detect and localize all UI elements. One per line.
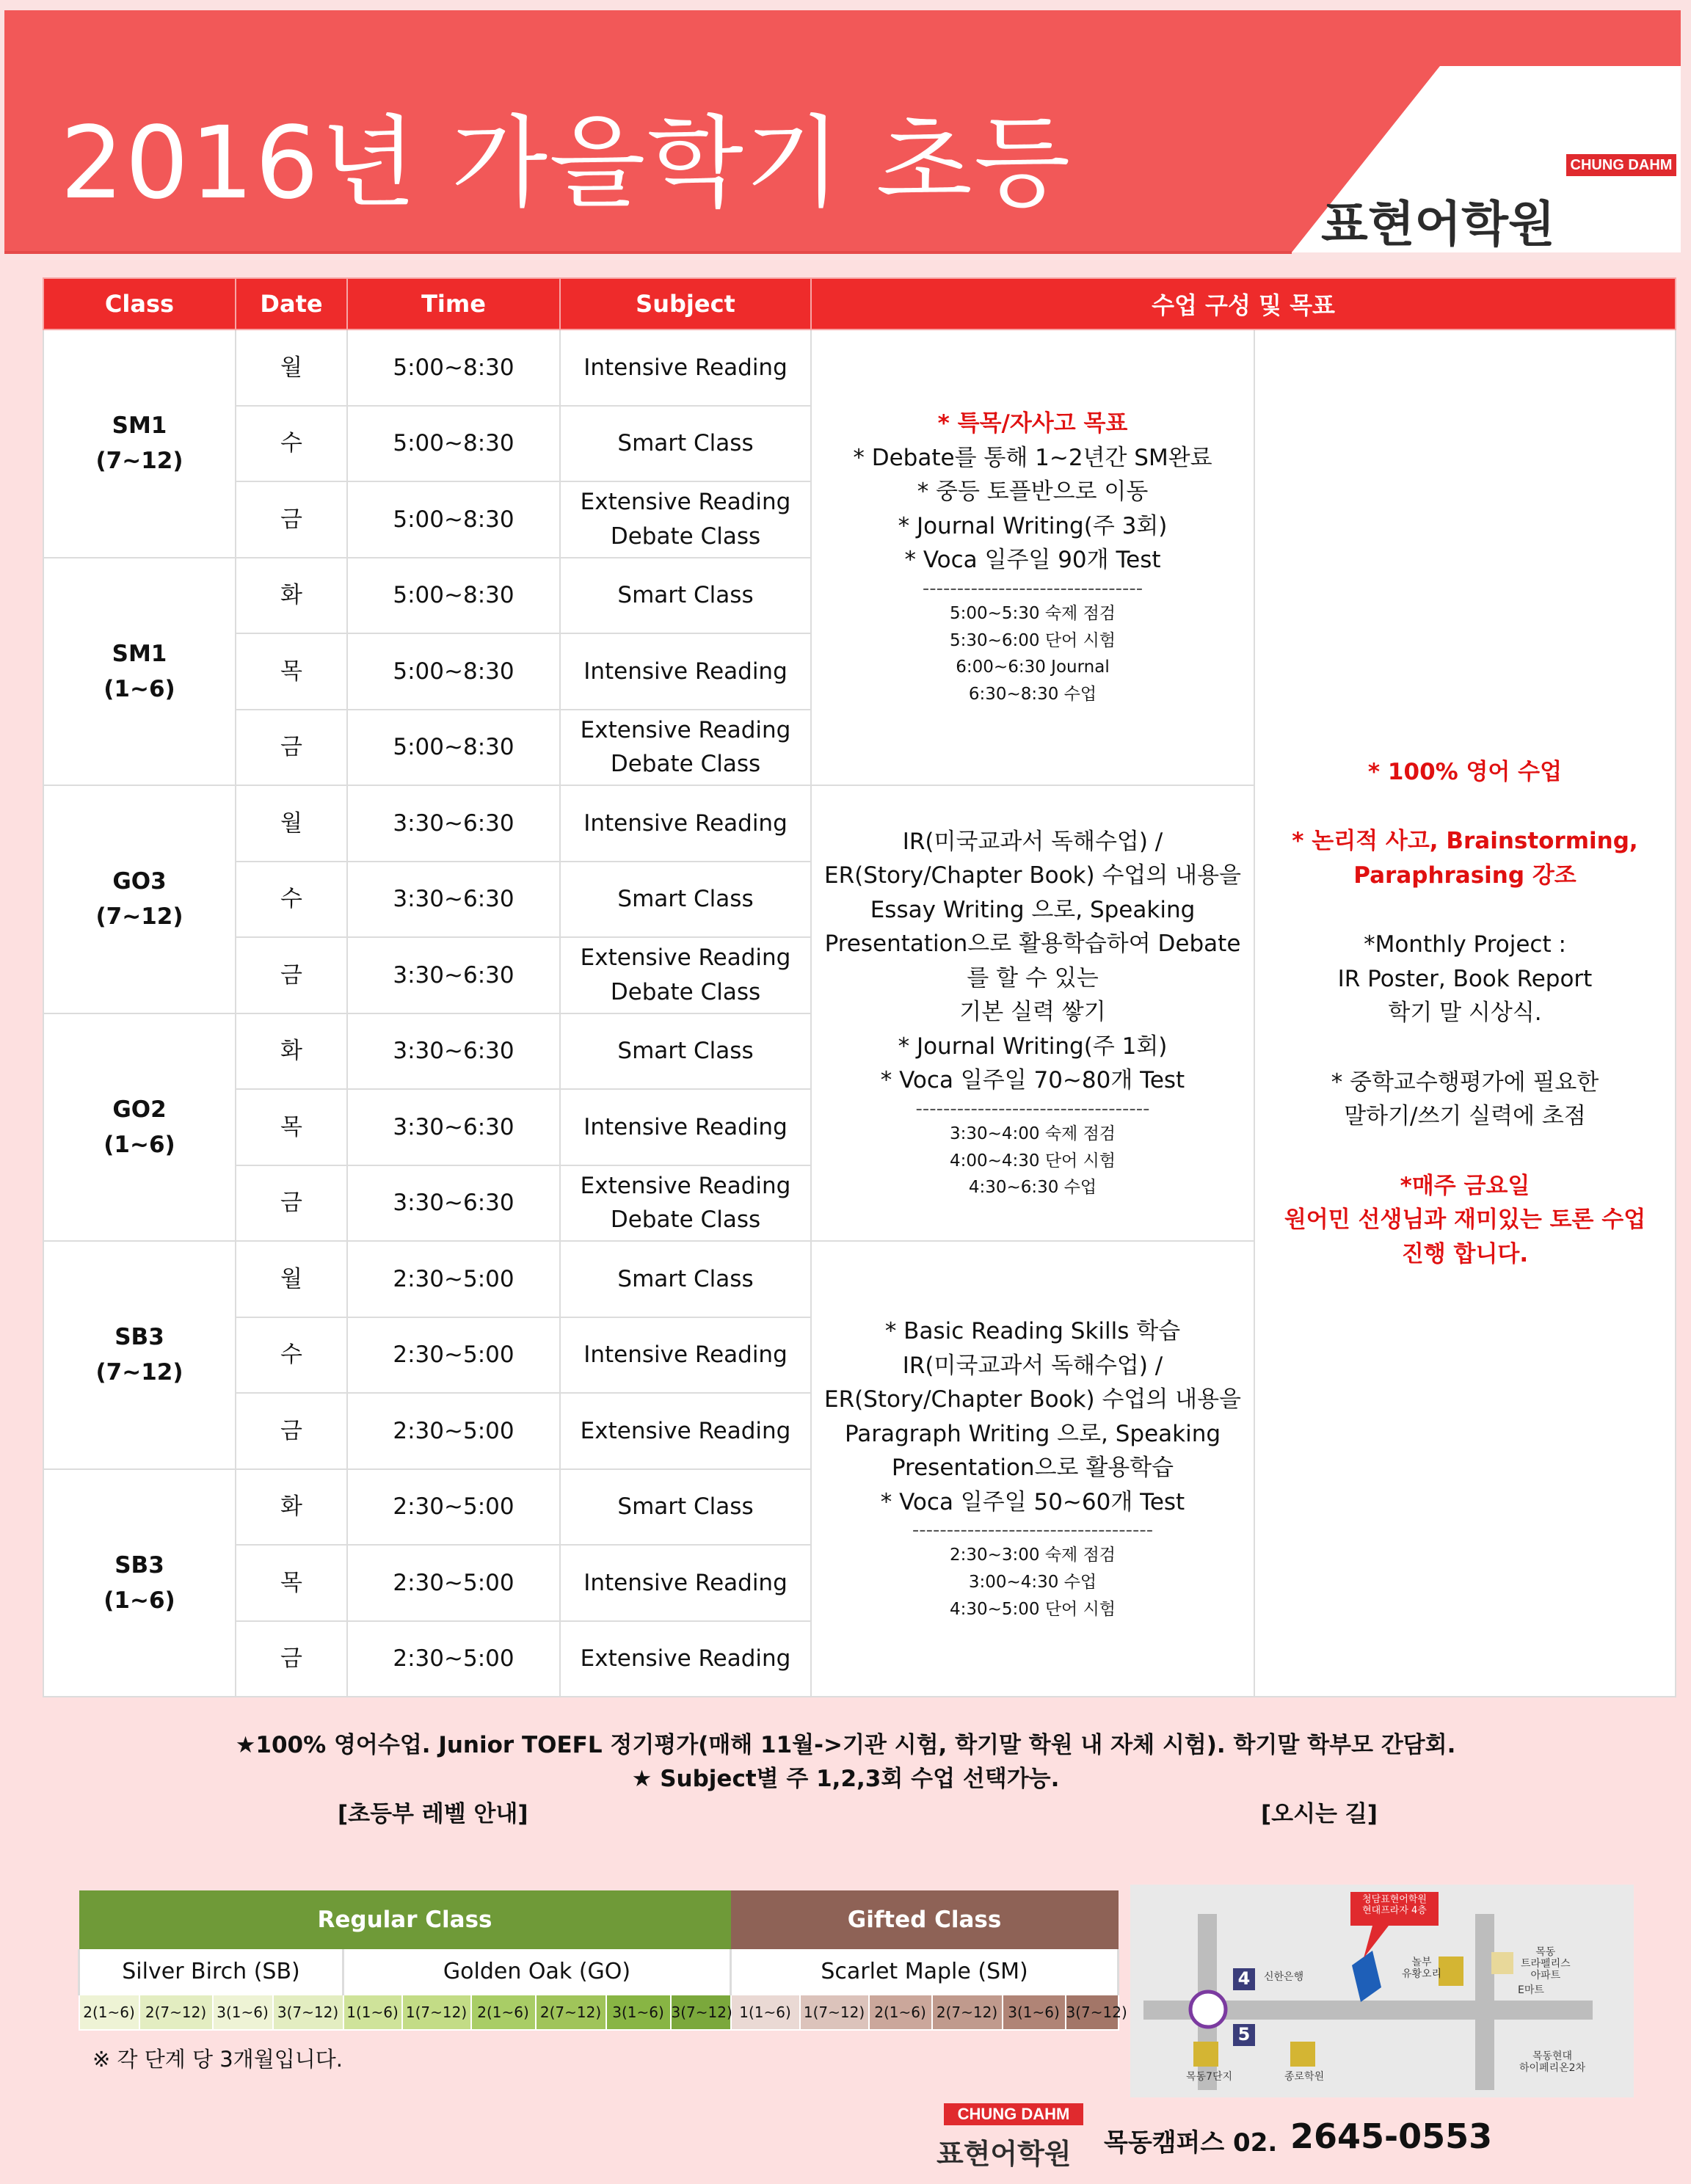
level-cell: 2(7~12) — [932, 1995, 1003, 2030]
class-name: SB3 — [114, 1324, 164, 1351]
class-cell — [43, 1469, 236, 1697]
goal-line: Paraphrasing 강조 — [1353, 862, 1577, 889]
subject-line: Intensive Reading — [583, 1569, 788, 1596]
goal-spacer — [1259, 1030, 1670, 1066]
level-guide-heading: [초등부 레벨 안내] — [338, 1801, 528, 1827]
header-banner — [0, 0, 1691, 260]
subject-line: Intensive Reading — [583, 1342, 788, 1368]
description-line: * 중등 토플반으로 이동 — [917, 478, 1149, 506]
date-cell: 월 — [236, 1241, 347, 1317]
timetable-line: 2:30~3:00 숙제 점검 — [949, 1546, 1116, 1565]
date-cell: 화 — [236, 1013, 347, 1090]
directions-heading: [오시는 길] — [1261, 1801, 1378, 1827]
description-line: * Voca 일주일 50~60개 Test — [880, 1488, 1185, 1515]
class-cell — [43, 1241, 236, 1469]
time-cell: 5:00~8:30 — [347, 481, 560, 558]
time-cell: 2:30~5:00 — [347, 1241, 560, 1317]
class-age: (1~6) — [103, 1131, 175, 1158]
class-age: (7~12) — [95, 903, 183, 931]
class-age: (7~12) — [95, 1359, 183, 1386]
date-cell: 월 — [236, 785, 347, 862]
map-exit-4: 4 — [1237, 1968, 1251, 1989]
class-name: GO3 — [112, 868, 167, 895]
level-cell: 3(1~6) — [606, 1995, 671, 2030]
subject-line: Intensive Reading — [583, 809, 788, 837]
subject-cell — [560, 330, 811, 406]
class-name: SM1 — [112, 640, 167, 667]
brand-name: 표현어학원 — [1321, 196, 1555, 252]
description-line: ER(Story/Chapter Book) 수업의 내용을 — [824, 862, 1241, 889]
subject-line: Debate Class — [610, 1206, 761, 1234]
subject-line: Smart Class — [617, 1038, 754, 1064]
subject-line: Intensive Reading — [583, 354, 788, 381]
subject-cell — [560, 406, 811, 482]
time-cell: 3:30~6:30 — [347, 1089, 560, 1165]
time-cell: 2:30~5:00 — [347, 1317, 560, 1394]
map-academy-label: 청담표현어학원 현대프라자 4층 — [1362, 1894, 1427, 1916]
goal-line: * 중학교수행평가에 필요한 — [1331, 1069, 1599, 1096]
description-line: ER(Story/Chapter Book) 수업의 내용을 — [824, 1386, 1241, 1413]
subject-line: Smart Class — [617, 582, 754, 608]
goal-spacer — [1259, 892, 1670, 928]
page-title: 2016년 가을학기 초등 — [60, 106, 1072, 222]
subject-line: Extensive Reading — [580, 1172, 791, 1199]
timetable-line: 3:30~4:00 숙제 점검 — [949, 1124, 1116, 1143]
time-cell: 5:00~8:30 — [347, 558, 560, 634]
timetable-line: 6:30~8:30 수업 — [968, 685, 1097, 705]
subject-line: Smart Class — [617, 886, 754, 912]
time-cell: 5:00~8:30 — [347, 633, 560, 710]
date-cell: 목 — [236, 1545, 347, 1621]
schedule-table — [43, 277, 1676, 1697]
subject-cell — [560, 785, 811, 862]
subject-cell — [560, 862, 811, 938]
subject-line: Smart Class — [617, 1493, 754, 1520]
subject-cell — [560, 937, 811, 1013]
class-cell — [43, 330, 236, 558]
map-emart-label: E마트 — [1518, 1984, 1544, 1996]
date-cell: 월 — [236, 330, 347, 406]
map-apartment-label: 목동 트라펠리스 아파트 — [1521, 1946, 1571, 1982]
header-time: Time — [347, 278, 560, 330]
goal-line: *Monthly Project : — [1364, 931, 1566, 958]
class-age: (1~6) — [103, 1587, 175, 1614]
description-line: Essay Writing 으로, Speaking — [870, 896, 1196, 923]
goal-line: 학기 말 시상식. — [1388, 1000, 1542, 1027]
date-cell: 수 — [236, 862, 347, 938]
subject-cell — [560, 633, 811, 710]
date-cell: 수 — [236, 1317, 347, 1394]
timetable-line: 4:00~4:30 단어 시험 — [949, 1151, 1116, 1171]
description-line: * Voca 일주일 90개 Test — [904, 547, 1161, 574]
level-cell: 1(7~12) — [402, 1995, 471, 2030]
level-cell: 2(1~6) — [79, 1995, 139, 2030]
map-station-label: 목동역 — [1194, 2003, 1222, 2014]
description-line: * Voca 일주일 70~80개 Test — [880, 1067, 1185, 1094]
class-age: (7~12) — [95, 448, 183, 475]
date-cell: 화 — [236, 558, 347, 634]
level-cell: 1(1~6) — [731, 1995, 800, 2030]
date-cell: 목 — [236, 633, 347, 710]
date-cell: 금 — [236, 1165, 347, 1242]
goal-line: 원어민 선생님과 재미있는 토론 수업 — [1284, 1206, 1646, 1234]
map-school-label: 종로학원 — [1284, 2071, 1325, 2083]
class-cell — [43, 785, 236, 1013]
footer-phone: 2645-0553 — [1290, 2116, 1493, 2156]
date-cell: 금 — [236, 937, 347, 1013]
description-line: IR(미국교과서 독해수업) / — [902, 1352, 1163, 1379]
time-cell: 3:30~6:30 — [347, 937, 560, 1013]
time-cell: 3:30~6:30 — [347, 1165, 560, 1242]
subject-cell — [560, 1317, 811, 1394]
subject-line: Extensive Reading — [580, 489, 791, 516]
date-cell: 금 — [236, 710, 347, 786]
description-line: Presentation으로 활용학습하여 Debate — [824, 931, 1241, 958]
time-cell: 3:30~6:30 — [347, 1013, 560, 1090]
description-line: * Journal Writing(주 1회) — [898, 1033, 1168, 1060]
time-cell: 2:30~5:00 — [347, 1469, 560, 1546]
subject-cell — [560, 1545, 811, 1621]
time-cell: 2:30~5:00 — [347, 1621, 560, 1697]
subject-line: Extensive Reading — [580, 1645, 791, 1672]
description-line: 를 할 수 있는 — [967, 964, 1099, 991]
subject-cell — [560, 1621, 811, 1697]
class-cell — [43, 1013, 236, 1242]
course-description-cell — [811, 1241, 1254, 1697]
subject-cell — [560, 710, 811, 786]
class-age: (1~6) — [103, 675, 175, 702]
academy-logo — [1321, 151, 1681, 254]
description-divider: ----------------------------------- — [912, 1519, 1154, 1542]
goal-line: 진행 합니다. — [1401, 1240, 1529, 1267]
table-row — [43, 330, 1676, 406]
table-header-row — [43, 278, 1676, 330]
level-cell: 3(7~12) — [1066, 1995, 1119, 2030]
subject-line: Debate Class — [610, 978, 761, 1005]
date-cell: 금 — [236, 1393, 347, 1469]
subject-line: Extensive Reading — [580, 716, 791, 743]
date-cell: 금 — [236, 1621, 347, 1697]
brand-badge: CHUNG DAHM — [1566, 154, 1676, 176]
level-cell: 2(7~12) — [536, 1995, 606, 2030]
level-cell: 2(7~12) — [139, 1995, 213, 2030]
note-english-toefl: ★100% 영어수업. Junior TOEFL 정기평가(매해 11월->기관 시험, 학기말 학원 내 자체 시험). 학기말 학부모 간담회. — [235, 1732, 1456, 1758]
level-table — [78, 1890, 1127, 2031]
description-line: * Basic Reading Skills 학습 — [884, 1318, 1181, 1345]
level-cell: 3(7~12) — [671, 1995, 731, 2030]
subject-cell — [560, 1393, 811, 1469]
time-cell: 3:30~6:30 — [347, 785, 560, 862]
date-cell: 금 — [236, 481, 347, 558]
description-line: IR(미국교과서 독해수업) / — [902, 828, 1163, 855]
subject-line: Extensive Reading — [580, 944, 791, 972]
footer-brand-badge: CHUNG DAHM — [944, 2103, 1083, 2125]
description-divider: ---------------------------------- — [915, 1097, 1150, 1120]
level-cell: 3(1~6) — [1003, 1995, 1066, 2030]
level-group-scarlet-maple: Scarlet Maple (SM) — [731, 1949, 1119, 1995]
time-cell: 5:00~8:30 — [347, 330, 560, 406]
goal-line: * 100% 영어 수업 — [1367, 758, 1563, 785]
timetable-line: 4:30~5:00 단어 시험 — [949, 1599, 1116, 1619]
time-cell: 2:30~5:00 — [347, 1545, 560, 1621]
header-goals: 수업 구성 및 목표 — [811, 278, 1676, 330]
subject-cell — [560, 1241, 811, 1317]
map-bank-label: 신한은행 — [1264, 1971, 1304, 1983]
subject-cell — [560, 1165, 811, 1242]
level-cell: 3(7~12) — [273, 1995, 343, 2030]
goal-spacer — [1259, 789, 1670, 824]
description-line: Paragraph Writing 으로, Speaking — [844, 1420, 1221, 1447]
subject-line: Intensive Reading — [583, 658, 788, 685]
course-description-cell — [811, 330, 1254, 785]
goal-spacer — [1259, 1134, 1670, 1169]
footer-campus: 목동캠퍼스 02. — [1104, 2128, 1278, 2158]
time-cell: 5:00~8:30 — [347, 406, 560, 482]
gifted-class-header: Gifted Class — [731, 1890, 1119, 1949]
program-goals-cell — [1254, 330, 1676, 1697]
level-cell: 1(1~6) — [343, 1995, 402, 2030]
goal-line: * 논리적 사고, Brainstorming, — [1292, 828, 1638, 855]
time-cell: 3:30~6:30 — [347, 862, 560, 938]
footer-brand-name: 표현어학원 — [937, 2138, 1072, 2170]
header-subject: Subject — [560, 278, 811, 330]
description-line: * Debate를 통해 1~2년간 SM완료 — [853, 444, 1212, 471]
timetable-line: 3:00~4:30 수업 — [968, 1573, 1097, 1592]
timetable-line: 5:30~6:00 단어 시험 — [949, 630, 1116, 650]
class-name: SM1 — [112, 412, 167, 440]
timetable-line: 5:00~5:30 숙제 점검 — [949, 603, 1116, 623]
class-cell — [43, 558, 236, 786]
date-cell: 수 — [236, 406, 347, 482]
level-cell: 1(7~12) — [800, 1995, 869, 2030]
class-name: GO2 — [112, 1096, 167, 1123]
description-highlight: * 특목/자사고 목표 — [937, 410, 1128, 437]
subject-line: Smart Class — [617, 430, 754, 456]
subject-line: Debate Class — [610, 751, 761, 778]
map-hyperion-label: 목동현대 하이페리온2차 — [1519, 2050, 1586, 2075]
level-cells-row — [79, 1995, 1119, 2030]
map-exit-5: 5 — [1237, 2024, 1251, 2045]
note-subject-selection: ★ Subject별 주 1,2,3회 수업 선택가능. — [631, 1766, 1060, 1792]
subject-line: Debate Class — [610, 523, 761, 550]
time-cell: 2:30~5:00 — [347, 1393, 560, 1469]
date-cell: 목 — [236, 1089, 347, 1165]
description-line: Presentation으로 활용학습 — [891, 1455, 1174, 1482]
goal-line: IR Poster, Book Report — [1337, 965, 1593, 992]
subject-cell — [560, 558, 811, 634]
timetable-line: 4:30~6:30 수업 — [968, 1178, 1097, 1198]
header-date: Date — [236, 278, 347, 330]
subject-cell — [560, 1469, 811, 1546]
level-cell: 2(1~6) — [471, 1995, 536, 2030]
schedule-body — [43, 330, 1676, 1697]
goal-line: 말하기/쓰기 실력에 초점 — [1344, 1103, 1586, 1130]
class-name: SB3 — [114, 1551, 164, 1579]
header-class: Class — [43, 278, 236, 330]
description-line: * Journal Writing(주 3회) — [898, 512, 1168, 539]
description-line: 기본 실력 쌓기 — [959, 999, 1106, 1026]
subject-cell — [560, 1013, 811, 1090]
directions-map — [1130, 1885, 1634, 2097]
map-restaurant-label: 놀부 유황오리 — [1402, 1956, 1442, 1981]
map-complex-label: 목동7단지 — [1186, 2071, 1233, 2083]
timetable-line: 6:00~6:30 Journal — [956, 658, 1110, 677]
level-group-golden-oak: Golden Oak (GO) — [343, 1949, 731, 1995]
regular-class-header: Regular Class — [79, 1890, 731, 1949]
subject-cell — [560, 481, 811, 558]
level-duration-note: ※ 각 단계 당 3개월입니다. — [92, 2047, 343, 2072]
goal-line: *매주 금요일 — [1400, 1172, 1530, 1199]
level-cell: 2(1~6) — [869, 1995, 932, 2030]
course-description-cell — [811, 785, 1254, 1241]
footer-logo — [937, 2103, 1083, 2169]
subject-line: Smart Class — [617, 1265, 754, 1292]
date-cell: 화 — [236, 1469, 347, 1546]
subject-line: Extensive Reading — [580, 1417, 791, 1444]
level-cell: 3(1~6) — [213, 1995, 273, 2030]
time-cell: 5:00~8:30 — [347, 710, 560, 786]
subject-cell — [560, 1089, 811, 1165]
level-group-silver-birch: Silver Birch (SB) — [79, 1949, 343, 1995]
description-divider: -------------------------------- — [922, 577, 1143, 600]
subject-line: Intensive Reading — [583, 1113, 788, 1140]
